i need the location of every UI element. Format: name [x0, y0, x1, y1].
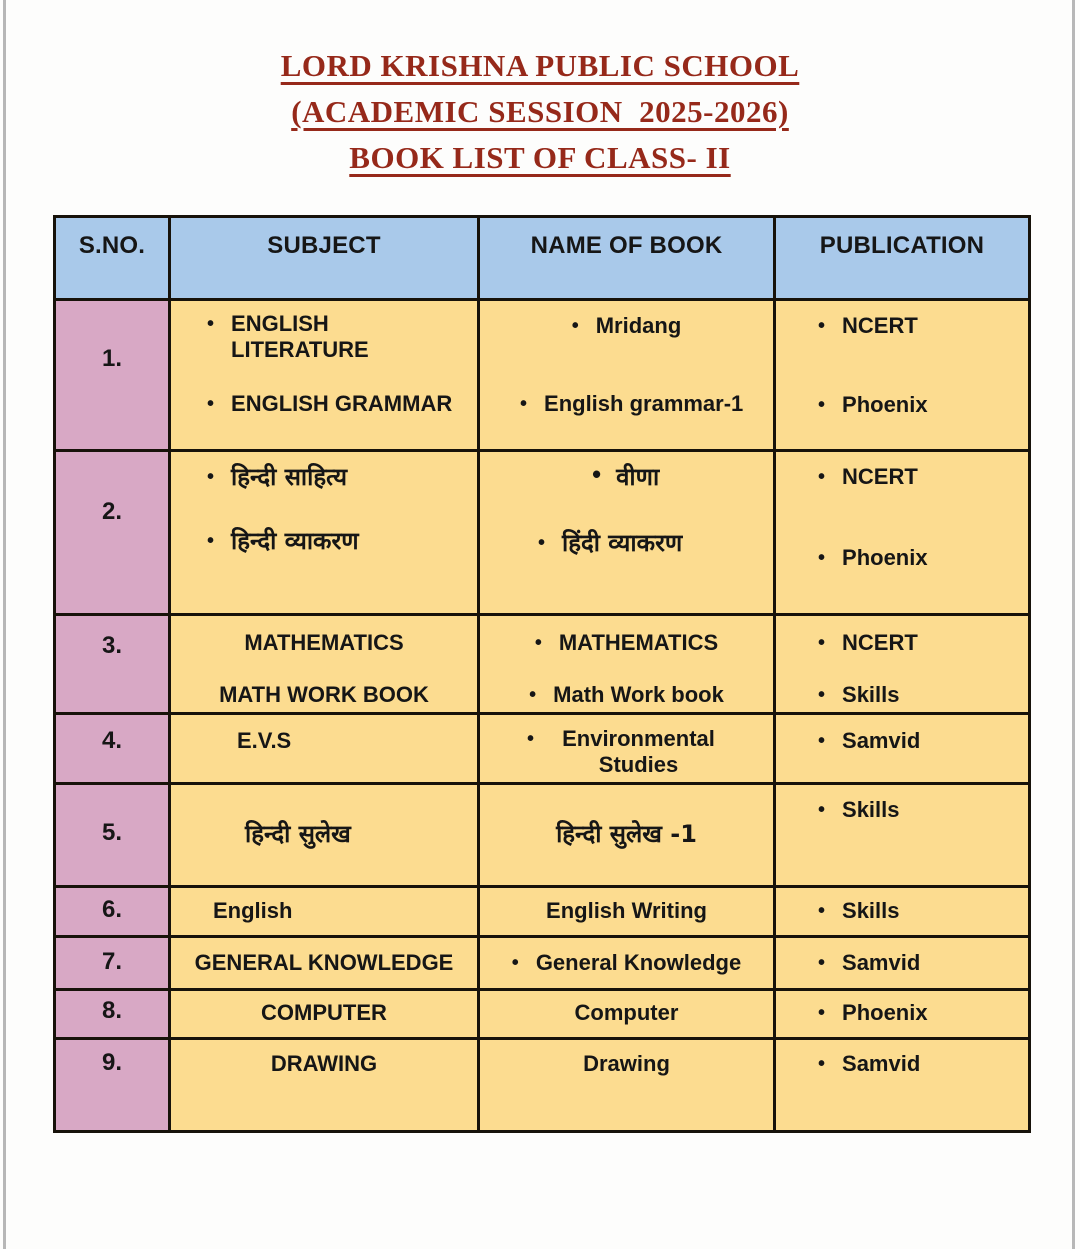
subject-item [207, 464, 477, 490]
book-text: Drawing [583, 1051, 670, 1076]
book-cell [480, 991, 776, 1040]
book-cell [480, 938, 776, 991]
bullet-icon: • [818, 799, 826, 821]
bullet-icon: • [818, 952, 826, 974]
publication-cell [776, 301, 1031, 452]
school-name: LORD KRISHNA PUBLIC SCHOOL [280, 48, 800, 83]
academic-session: (ACADEMIC SESSION 2025-2026) [291, 94, 789, 129]
document-title [0, 50, 1080, 188]
subject-text: MATH WORK BOOK [219, 682, 429, 707]
book-item [480, 1051, 773, 1077]
subject-text: English [213, 898, 293, 923]
subject-cell [171, 1040, 480, 1133]
sno-value: 2. [101, 498, 122, 525]
publication-text: Skills [842, 682, 900, 707]
publication-text: NCERT [842, 630, 918, 655]
publication-item [818, 682, 1028, 708]
sno-cell [56, 1040, 171, 1133]
book-cell [480, 452, 776, 616]
publication-cell [776, 1040, 1031, 1133]
publication-cell [776, 715, 1031, 785]
bullet-icon: • [511, 952, 519, 974]
subject-item [237, 728, 477, 754]
sno-cell [56, 785, 171, 888]
subject-text: हिन्दी व्याकरण [231, 527, 359, 555]
publication-item [818, 1051, 1028, 1077]
subject-item [213, 898, 477, 924]
publication-text: Samvid [842, 1051, 921, 1076]
header-cell-subject [171, 218, 480, 301]
header-cell-publication [776, 218, 1031, 301]
sno-value: 5. [101, 819, 122, 846]
publication-cell [776, 785, 1031, 888]
bullet-icon: • [591, 460, 601, 490]
publication-cell [776, 616, 1031, 715]
publication-text: NCERT [842, 464, 918, 489]
sno-cell [56, 616, 171, 715]
book-text: General Knowledge [535, 950, 742, 975]
book-item [480, 726, 773, 778]
subject-item [171, 1051, 477, 1077]
bullet-icon: • [818, 466, 826, 488]
publication-text: Samvid [842, 950, 921, 975]
bullet-icon: • [529, 684, 537, 706]
subject-text: GENERAL KNOWLEDGE [194, 950, 454, 975]
book-text: MATHEMATICS [558, 630, 719, 655]
publication-item [818, 630, 1028, 656]
publication-text: Phoenix [842, 392, 928, 417]
publication-item [818, 728, 1028, 754]
book-text: English Writing [546, 898, 707, 923]
bullet-icon: • [207, 466, 215, 488]
subject-cell [171, 888, 480, 938]
subject-item [171, 950, 477, 976]
header-label-subject: SUBJECT [267, 232, 381, 259]
book-list-table [53, 215, 1031, 1133]
book-item [480, 313, 773, 339]
subject-text: E.V.S [237, 728, 292, 753]
sno-value: 3. [101, 632, 122, 659]
subject-cell [171, 616, 480, 715]
subject-item [245, 821, 477, 847]
subject-text: ENGLISH GRAMMAR [231, 391, 453, 416]
bullet-icon: • [818, 632, 826, 654]
bullet-icon: • [526, 728, 534, 750]
book-cell [480, 301, 776, 452]
book-item [480, 898, 773, 924]
book-item [480, 682, 773, 708]
publication-item [818, 464, 1028, 490]
bullet-icon: • [538, 532, 546, 554]
book-text: हिंदी व्याकरण [562, 529, 683, 557]
book-item [480, 460, 773, 491]
book-text: हिन्दी सुलेख -1 [556, 820, 697, 848]
book-cell [480, 616, 776, 715]
subject-item [207, 528, 477, 554]
book-cell [480, 785, 776, 888]
book-text: Math Work book [553, 682, 724, 707]
sno-value: 7. [101, 948, 122, 975]
bullet-icon: • [207, 530, 215, 552]
publication-text: Skills [842, 797, 900, 822]
book-item [480, 630, 773, 656]
sno-cell [56, 888, 171, 938]
book-text: Mridang [595, 313, 682, 338]
publication-text: NCERT [842, 313, 918, 338]
bullet-icon: • [207, 393, 215, 415]
sno-value: 8. [101, 997, 122, 1024]
publication-item [818, 313, 1028, 339]
sno-value: 9. [101, 1049, 122, 1076]
book-item [480, 950, 773, 976]
subject-cell [171, 938, 480, 991]
publication-item [818, 797, 1028, 823]
subject-cell [171, 452, 480, 616]
book-cell [480, 1040, 776, 1133]
sno-value: 1. [101, 345, 122, 372]
publication-text: Skills [842, 898, 900, 923]
publication-cell [776, 991, 1031, 1040]
subject-cell [171, 715, 480, 785]
subject-item [207, 311, 477, 363]
sno-cell [56, 991, 171, 1040]
publication-cell [776, 938, 1031, 991]
bullet-icon: • [818, 1002, 826, 1024]
bullet-icon: • [571, 315, 579, 337]
book-cell [480, 715, 776, 785]
publication-item [818, 392, 1028, 418]
book-text: वीणा [616, 463, 660, 491]
header-label-sno: S.NO. [78, 232, 146, 259]
bullet-icon: • [520, 393, 528, 415]
bullet-icon: • [818, 1053, 826, 1075]
header-label-publication: PUBLICATION [819, 232, 985, 259]
bullet-icon: • [818, 315, 826, 337]
publication-text: Phoenix [842, 545, 928, 570]
sno-cell [56, 715, 171, 785]
book-item [480, 1000, 773, 1026]
publication-cell [776, 888, 1031, 938]
book-cell [480, 888, 776, 938]
subject-item [171, 1000, 477, 1026]
subject-item [207, 391, 477, 417]
subject-item [171, 630, 477, 656]
sno-cell [56, 301, 171, 452]
publication-cell [776, 452, 1031, 616]
subject-cell [171, 991, 480, 1040]
book-item [480, 821, 773, 847]
book-item [480, 391, 773, 417]
publication-item [818, 950, 1028, 976]
subject-item [171, 682, 477, 708]
subject-text: MATHEMATICS [244, 630, 404, 655]
sno-value: 4. [101, 727, 122, 754]
book-text: Computer [574, 1000, 679, 1025]
bullet-icon: • [207, 313, 215, 335]
publication-item [818, 898, 1028, 924]
sno-value: 6. [101, 896, 122, 923]
subject-cell [171, 785, 480, 888]
subject-text: हिन्दी साहित्य [231, 463, 347, 491]
bullet-icon: • [818, 394, 826, 416]
bullet-icon: • [534, 632, 542, 654]
publication-item [818, 545, 1028, 571]
subject-text: हिन्दी सुलेख [245, 820, 351, 848]
header-cell-book [480, 218, 776, 301]
header-label-book: NAME OF BOOK [530, 232, 723, 259]
subject-text: ENGLISH LITERATURE [231, 311, 369, 362]
book-text: English grammar-1 [544, 391, 744, 416]
bullet-icon: • [818, 730, 826, 752]
subject-cell [171, 301, 480, 452]
book-text: Environmental Studies [562, 726, 715, 777]
publication-item [818, 1000, 1028, 1026]
book-list-heading: BOOK LIST OF CLASS- II [349, 140, 731, 175]
publication-text: Phoenix [842, 1000, 928, 1025]
header-cell-sno [56, 218, 171, 301]
book-item [480, 530, 773, 556]
sno-cell [56, 938, 171, 991]
subject-text: COMPUTER [261, 1000, 387, 1025]
bullet-icon: • [818, 900, 826, 922]
subject-text: DRAWING [270, 1051, 378, 1076]
publication-text: Samvid [842, 728, 921, 753]
bullet-icon: • [818, 684, 826, 706]
bullet-icon: • [818, 547, 826, 569]
sno-cell [56, 452, 171, 616]
